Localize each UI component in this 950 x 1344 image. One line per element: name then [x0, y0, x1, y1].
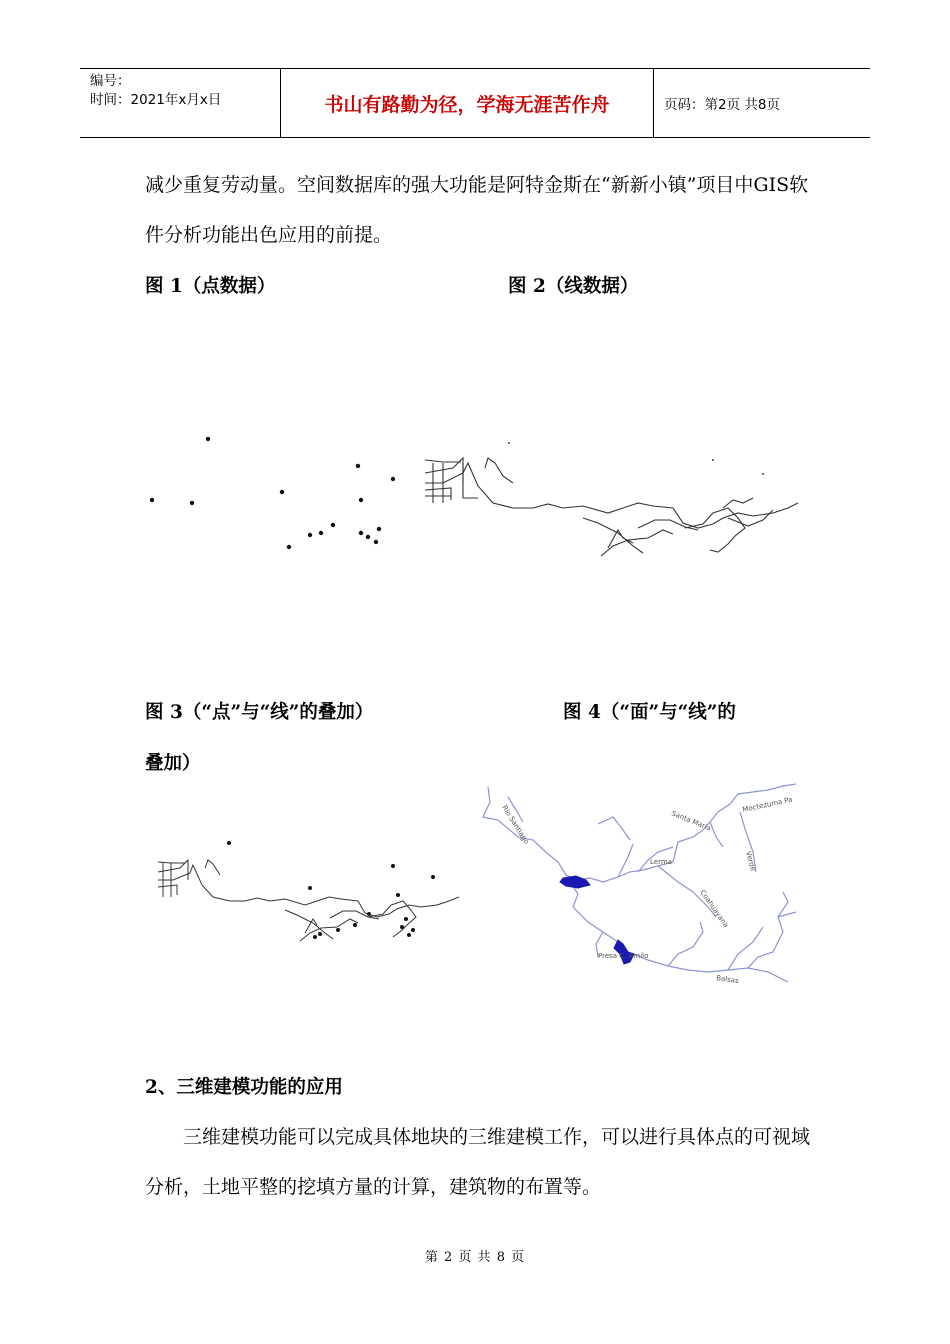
figure-1-point-map — [140, 425, 410, 560]
figure-4-river-map — [478, 782, 800, 997]
label-balsas: Balsas — [715, 974, 740, 986]
label-rio-santiago: Rio Santiago — [500, 803, 531, 846]
label-lerma: Lerma — [650, 858, 672, 866]
page-footer: 第 2 页 共 8 页 — [424, 1250, 526, 1265]
figure-2-caption: 图 2（线数据） — [508, 276, 639, 297]
figure-2-line-map — [423, 428, 803, 563]
label-santa-maria: Santa Maria — [670, 809, 713, 833]
paragraph-intro: 减少重复劳动量。空间数据库的强大功能是阿特金斯在“新新小镇”项目中GIS软件分析功能出色应用的前提。 — [145, 174, 809, 246]
figure-4-caption: 图 4（“面”与“线”的 — [563, 702, 736, 723]
header-motto: 书山有路勤为径，学海无涯苦作舟 — [281, 69, 654, 137]
header-page-info: 页码：第2页 共8页 — [664, 97, 780, 113]
figure-4-caption-continued: 叠加） — [145, 753, 201, 774]
label-verde: Verde — [744, 850, 757, 872]
figure-1-caption: 图 1（点数据） — [145, 276, 276, 297]
time-label: 时间：2021年x月x日 — [90, 92, 222, 108]
header-meta — [80, 69, 281, 137]
label-presa: Presa C. Amilo — [598, 952, 649, 960]
label-coahuayana: Coahuayana — [698, 888, 731, 930]
figure-3-caption: 图 3（“点”与“线”的叠加） — [145, 702, 374, 723]
paragraph-3d-modeling: 三维建模功能可以完成具体地块的三维建模工作，可以进行具体点的可视域分析，土地平整的挖填方量的计算，建筑物的布置等。 — [145, 1126, 811, 1198]
page-header — [80, 68, 870, 138]
section-heading: 2、三维建模功能的应用 — [145, 1077, 343, 1098]
figure-3-overlay-map — [155, 835, 465, 945]
label-moctezuma: Moctezuma Pa — [741, 795, 794, 814]
number-label: 编号： — [90, 73, 131, 89]
